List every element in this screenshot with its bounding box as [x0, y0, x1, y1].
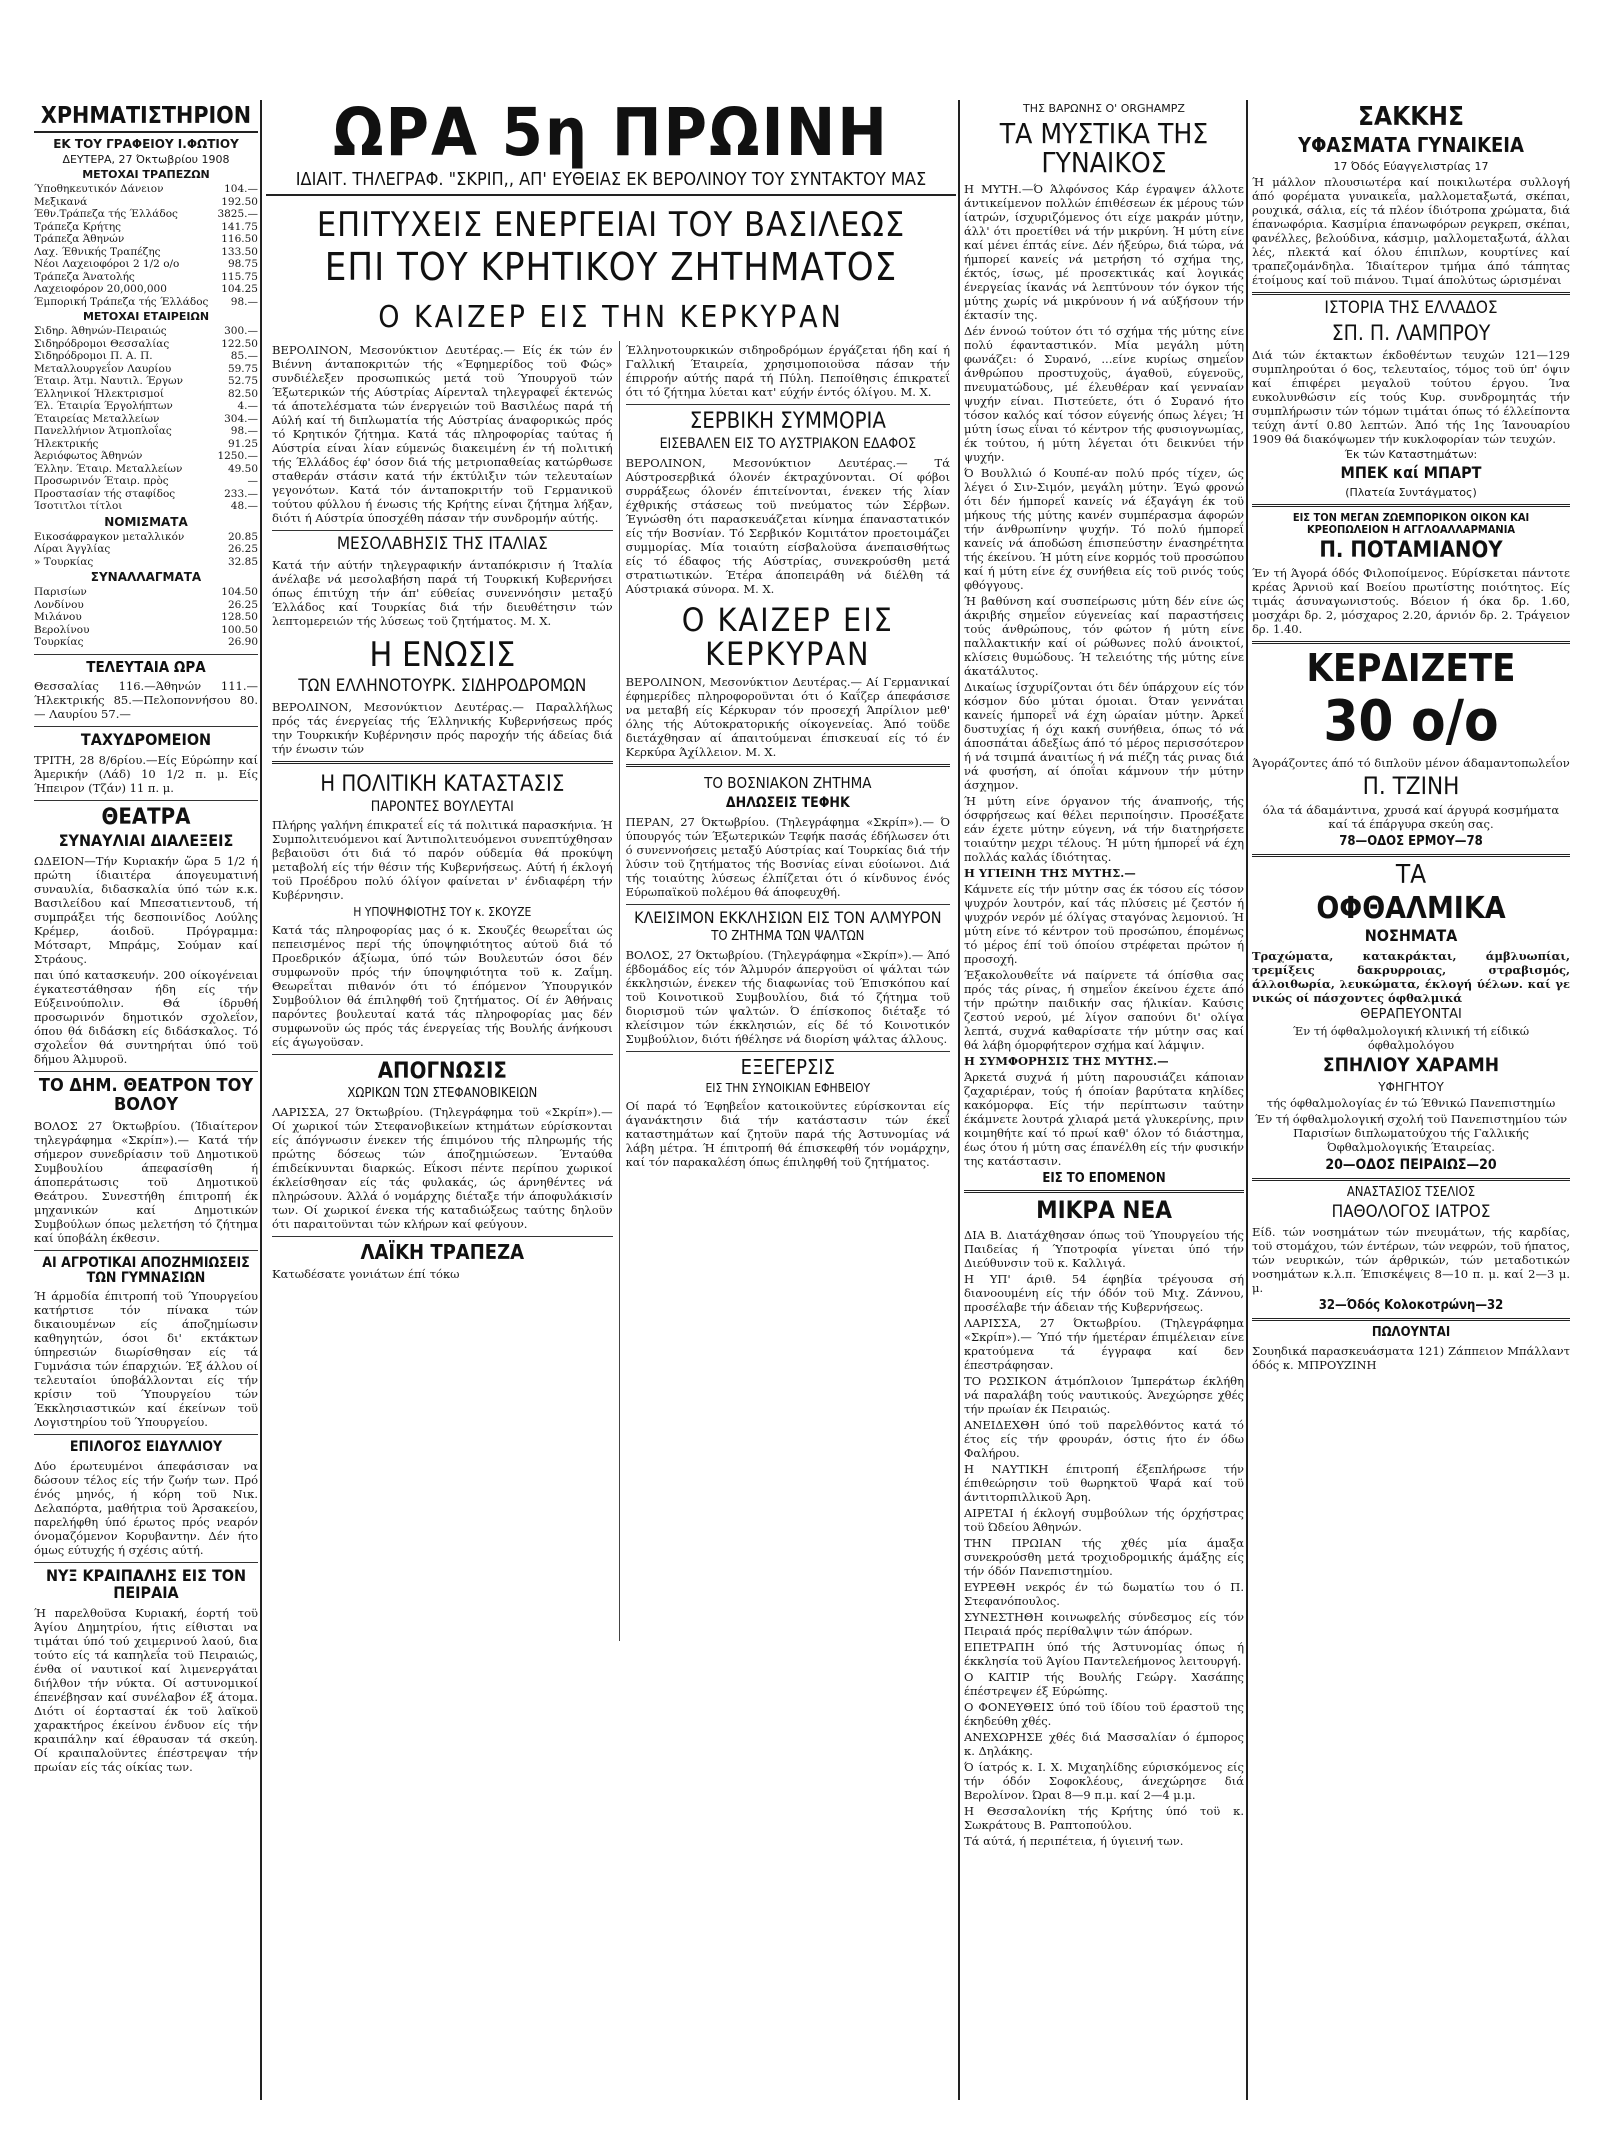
quote-name: Τράπεζα Κρήτης [34, 220, 122, 233]
peoples-bank-title: ΛΑΪΚΗ ΤΡΑΠΕΖΑ [360, 1239, 525, 1264]
feature-text-8: Έξακολουθεΐτε νά παίρνετε τά όπίσθια σας πρός τάς ρίνας, ή σημεΐον έκείνου έχετε άπό τήν πρώτην παιδικήν σας ήλικίαν. Καύσις ζεστού νερού, μέ λίγον σαπούνι δι' ολίγα λεπτά, συχνά καθαρίσατε τήν μύτην σας καί θά λάβη όμορφήτερον σχήμα καί λάμψιν. [964, 967, 1244, 1052]
quote-price: 192.50 [221, 195, 258, 208]
quote-price: 3825.— [217, 208, 258, 221]
quote-name: Βερολίνου [34, 623, 90, 636]
ad-jeweller-text-2: όλα τά άδαμάντινα, χρυσά καί άργυρά κοσμήματα καί τά έπάργυρα σκεύη σας. [1262, 803, 1560, 832]
ad-history-store-place: (Πλατεία Συντάγματος) [1345, 485, 1477, 499]
column-rule [958, 100, 960, 2100]
peoples-bank-text: Κατωδέσατε γονιάτων έπί τόκω [272, 1266, 460, 1281]
quote-price: 91.25 [227, 437, 258, 450]
news-item: ΑΙΡΕΤΑΙ ή έκλογή συμβούλων τής όρχήστρας τοϋ Ώδείου Άθηνών. [964, 1505, 1244, 1534]
despair-text: ΛΑΡΙΣΣΑ, 27 Όκτωβρίου. (Τηλεγράφημα τοϋ «Σκρίπ»).— Οί χωρικοί τών Στεφανοβικείων κτημάτων εύρίσκονται είς άπόγνωσιν ένεκεν τής έπιμόνου τής πληρωμής τής πρώτης δόσεως τών άποζημιώσεων. Ένταύθα έπιδείκνυνται διαρκώς. Εΐκοσι πέντε περίπου χωρικοί έκλείσθησαν είς τάς φυλακάς, ώς άρνηθέντες νά πληρώσουν. Άλλά ό νομάρχης διέταξε τήν άποφυλάκισίν των. Οί χωρικοί ένεκα τής καταδιώξεως ταύτης δηλοϋν ότι παραιτοϋνται τών κλήρων καί φεύγουν. [272, 1104, 613, 1231]
ad-eye-pre: ΤΑ [1395, 859, 1427, 890]
quote-name: Ίσοτιτλοι τίτλοι [34, 500, 123, 513]
coins-list [34, 531, 258, 569]
quote-row [34, 463, 258, 476]
news-item: ΕΠΕΤΡΑΠΗ ύπό τής Άστυνομίας όπως ή έκκλησία τοϋ Άγίου Παντελεήμονος λειτουργή. [964, 1639, 1244, 1668]
news-item: ΣΥΝΕΣΤΗΘΗ κοινωφελής σύνδεσμος είς τόν Πειραιά πρός περίθαλψιν τών άπόρων. [964, 1609, 1244, 1638]
quote-name: Τουρκίας [34, 636, 84, 649]
last-hour-title: ΤΕΛΕΥΤΑΙΑ ΩΡΑ [86, 657, 206, 676]
ad-eye-text-2: Έν τή όφθαλμολογική σχολή τοϋ Πανεπιστημίου τών Παρισίων διπλωματούχου τής Γαλλικής Όφθαλμολογικής Έταιρείας. [1254, 1112, 1568, 1155]
continued-next: ΕΙΣ ΤΟ ΕΠΟΜΕΝΟΝ [1042, 1170, 1166, 1186]
quote-row [34, 488, 258, 501]
quote-name: Έλληνικοί Ήλεκτρισμοί [34, 387, 164, 400]
quote-name: Πανελλήνιον Άτμοπλοΐας [34, 425, 172, 438]
quote-price: 115.75 [221, 270, 258, 283]
ad-doctor-address: 32—Όδός Κολοκοτρώνη—32 [1318, 1298, 1504, 1314]
quote-price: 133.50 [221, 245, 258, 258]
quote-row [34, 413, 258, 426]
news-item: ΔΙΑ Β. Διατάχθησαν όπως τοϋ Ύπουργείου τής Παιδείας ή Ύποτροφία γίνεται ύπό τήν Διεύθυνσιν τοϋ κ. Καλλιγά. [964, 1227, 1244, 1270]
post-office-title: ΤΑΧΥΔΡΟΜΕΙΟΝ [80, 730, 212, 750]
quote-row [34, 221, 258, 234]
church-closure-text: ΒΟΛΟΣ, 27 Όκτωβρίου. (Τηλεγράφημα «Σκρίπ»).— Άπό έβδομάδος είς τόν Άλμυρόν άπεργοϋσι οί ψάλται τών έκκλησιών, ένεκεν τής διαφωνίας τοϋ Έπισκόπου καί τοϋ Κοινοτικοϋ Συμβουλίου, διά τό ζήτημα τοϋ διορισμοϋ τών ψαλτών. Ό έπίσκοπος διέταξε τό κλείσιμον τών έκκλησιών, είς δέ τό Κοινοτικόν Συμβούλιον, διότι ήθέλησε νά διορίση ψάλτας άλλους. [625, 948, 950, 1047]
news-item: Ό ίατρός κ. Ι. Χ. Μιχαηλίδης εύρισκόμενος είς τήν όδόν Σοφοκλέους, άνεχώρησε διά Βερολίνον. Ώραι 8—9 π.μ. καί 2—4 μ.μ. [964, 1759, 1244, 1802]
quote-name: Τράπεζα Άνατολής [34, 270, 135, 283]
uprising-title: ΕΞΕΓΕΡΣΙΣ [740, 1055, 835, 1080]
quote-price: — [247, 475, 258, 488]
news-item: ΛΑΡΙΣΣΑ, 27 Όκτωβρίου. (Τηλεγράφημα «Σκρίπ»).— Ύπό τήν ήμετέραν έπιμέλειαν είνε κρατούμενα τά έγγραφα καί δεν έπεστράφησαν. [964, 1315, 1244, 1372]
feature-text-6: Ή μύτη είνε όργανον τής άναπνοής, τής όσφρήσεως καί θέλει περιποίησιν. Προσέξατε εάν έχετε μύτην εύγενη, νά τήν διατηρήσετε τοιαύτην μεχρι τέλους. Ή μύτη ήμπορεΐ νά έχη πολλάς καλάς ίδιότητας. [964, 793, 1244, 864]
news-item: ΤΟ ΡΩΣΙΚΟΝ άτμόπλοιον Ίμπεράτωρ έκλήθη νά παραλάβη τούς ναυτικούς. Άνεχώρησε χθές τήν πρωίαν έκ Πειραιώς. [964, 1373, 1244, 1416]
skouzes-candidacy-text: Κατά τάς πληροφορίας μας ό κ. Σκουζές θεωρεΐται ώς πεπεισμένος περί τής ύποψηφιότητος αύτοϋ διά τό Προεδρικόν άξίωμα, ύπό τών Βουλευτών όσοι δέν συμφωνοϋν πρός τήν ύποψηφιότητα τοϋ κ. Ζαΐμη. Θεωρεΐται πιθανόν ότι τό έπόμενον Ύπουργικόν Συμβούλιον θά έπιληφθή τοϋ ζητήματος. Οί έν Άθήναις παρόντες βουλευταί κατά τάς πληροφορίας μας δέν συμφωνοϋν ώς πρός τάς ένεργείας τής Βουλής άνήκουσι είς άγωγοϋσαν. [272, 923, 613, 1050]
ad-jeweller-percent: 30 ο/ο [1323, 689, 1499, 755]
quote-price: 26.25 [227, 598, 258, 611]
headline-cretan-question: ΕΠΙ ΤΟΥ ΚΡΗΤΙΚΟΥ ΖΗΤΗΜΑΤΟΣ [324, 244, 898, 289]
serbian-band-title: ΣΕΡΒΙΚΗ ΣΥΜΜΟΡΙΑ [689, 409, 886, 435]
quote-price: 128.50 [221, 611, 258, 624]
ad-jeweller-text: Άγοράζοντες άπό τό διπλοϋν μένον άδαμαντοπωλεΐον [1252, 755, 1570, 770]
quote-name: Έλ. Έταιρία Έργολήπτων [34, 400, 173, 413]
company-shares-list [34, 325, 258, 513]
quote-row [34, 636, 258, 649]
small-news-title: ΜΙΚΡΑ ΝΕΑ [1036, 1196, 1172, 1225]
ad-doctor-title: ΠΑΘΟΛΟΓΟΣ ΙΑΤΡΟΣ [1331, 1201, 1491, 1222]
quote-name: Άεριόφωτος Άθηνών [34, 450, 143, 463]
quote-price: 300.— [224, 325, 258, 338]
column-rule [1246, 100, 1248, 2100]
news-item: ΑΝΕΧΩΡΗΣΕ χθές διά Μασσαλίαν ό έμπορος κ. Δηλάκης. [964, 1729, 1244, 1758]
headline-kaiser-corfu: Ο ΚΑΙΖΕΡ ΕΙΣ ΤΗΝ ΚΕΡΚΥΡΑΝ [378, 299, 844, 335]
ad-butcher-name: Π. ΠΟΤΑΜΙΑΝΟΥ [1319, 538, 1503, 564]
quote-name: Τράπεζα Άθηνών [34, 233, 125, 246]
masthead-subtitle: ΙΔΙΑΙΤ. ΤΗΛΕΓΡΑΦ. "ΣΚΡΙΠ,, ΑΠ' ΕΥΘΕΙΑΣ ΕΚ ΒΕΡΟΛΙΝΟΥ ΤΟΥ ΣΥΝΤΑΚΤΟΥ ΜΑΣ [266, 171, 956, 196]
coins-heading: ΝΟΜΙΣΜΑΤΑ [104, 514, 188, 529]
quote-price: 233.— [224, 487, 258, 500]
ad-butcher-title: ΕΙΣ ΤΟΝ ΜΕΓΑΝ ΖΩΕΜΠΟΡΙΚΟΝ ΟΙΚΟΝ ΚΑΙ ΚΡΕΟΠΩΛΕΙΟΝ Η ΑΓΓΛΟΑΛΛΑΡΜΑΝΙΑ [1292, 510, 1530, 536]
headline-king: ΕΠΙΤΥΧΕΙΣ ΕΝΕΡΓΕΙΑΙ ΤΟΥ ΒΑΣΙΛΕΩΣ [316, 205, 906, 246]
feature-title: ΤΑ ΜΥΣΤΙΚΑ ΤΗΣ ΓΥΝΑΙΚΟΣ [999, 117, 1209, 180]
ad-doctor-text: Είδ. τών νοσημάτων τών πνευμάτων, τής καρδίας, τοϋ στομάχου, τών έντέρων, τών νεφρών, τοϋ ήπατος, τών νευρικών, τών άρθρικών, τών μεταδοτικών νοσημάτων κ.λ.π. Έπισκέψεις 8—10 π. μ. καί 2—3 μ. μ. [1252, 1225, 1570, 1296]
ad-for-sale-title: ΠΩΛΟΥΝΤΑΙ [1371, 1325, 1451, 1341]
ad-for-sale-text: Σουηδικά παρασκευάσματα 121) Ζάππειον Μπάλλαντ όδός κ. ΜΠΡΟΥΖΙΝΗ [1252, 1343, 1570, 1372]
quote-name: Ύποθηκευτικόν Δάνειον [34, 183, 164, 196]
quote-name: Ήλεκτρικής [34, 437, 99, 450]
quote-price: 48.— [230, 500, 258, 513]
quote-row [34, 208, 258, 221]
news-item: Ο ΦΟΝΕΥΘΕΙΣ ύπό τοϋ ίδίου τοϋ έραστοϋ της έκηδεύθη χθές. [964, 1699, 1244, 1728]
column-rule [260, 100, 262, 2100]
quote-row [34, 556, 258, 569]
serbian-band-subtitle: ΕΙΣΕΒΑΛΕΝ ΕΙΣ ΤΟ ΑΥΣΤΡΙΑΚΟΝ ΕΔΑΦΟΣ [659, 436, 917, 453]
uprising-subtitle: ΕΙΣ ΤΗΝ ΣΥΝΟΙΚΙΑΝ ΕΦΗΒΕΙΟΥ [705, 1081, 871, 1096]
quote-name: Παρισίων [34, 586, 87, 599]
ad-history-author: ΣΠ. Π. ΛΑΜΠΡΟΥ [1331, 321, 1491, 346]
ad-eye-text: Τραχώματα, κατακράκται, άμβλυωπίαι, τρεμίξεις δακρυρροιας, στραβισμός, άλλοιθωρία, λευκώματα, έκλογή ύέλων. καί γε νικώς οί πάσχοντες όφθαλμικά [1252, 949, 1570, 1006]
ad-history-title: ΙΣΤΟΡΙΑ ΤΗΣ ΕΛΛΑΔΟΣ [1324, 298, 1498, 319]
quote-price: 85.— [230, 350, 258, 363]
skouzes-candidacy-title: Η ΥΠΟΨΗΦΙΟΤΗΣ ΤΟΥ κ. ΣΚΟΥΖΕ [353, 905, 532, 920]
volos-theatre-text: ΒΟΛΟΣ 27 Όκτωβρίου. (Ίδιαίτερον τηλεγράφημα «Σκρίπ»).— Κατά τήν σήμερον συνεδρίασιν τοϋ Δημοτικοϋ Συμβουλίου άπεφασίσθη ή άποπεράτωσις τοϋ Δημοτικοϋ Θεάτρου. Συνεστήθη έπιτροπή έκ μηχανικών καί Δημοτικών Συμβούλων όπως μελετήση τό ζήτημα καί ύποβάλη έκθεσιν. [34, 1118, 258, 1245]
piraeus-night-text: Ή παρελθοϋσα Κυριακή, έορτή τοϋ Άγίου Δημητρίου, ήτις είθισται να τιμάται ύπό τού χειμερινού λαού, δια τούτο είς τά καπηλεΐα τοϋ Πειραιώς, ένθα οί ναυτικοί καί λιμενεργάται διήλθον τήν νύκτα. Οί αστυνομικοί έπενέβησαν καί συνέλαβον έξ άτομα. Διότι οί έορτασταί έκ τοϋ λαϊκοϋ χαρακτήρος έκείνου ένδυον είς τήν κραιπάλην καί έθραυσαν τά σκεύη. Οί κραιπαλοϋντες έπέστρεψαν τήν πρωίαν είς τάς οίκίας των. [34, 1605, 258, 1774]
quote-row [34, 183, 258, 196]
quote-name: Σιδηρόδρομοι Π. Α. Π. [34, 350, 153, 363]
quote-row [34, 375, 258, 388]
quote-price: 304.— [224, 412, 258, 425]
quote-name: Λαχειοφόρον 20,000,000 [34, 283, 167, 296]
quote-price: 26.90 [227, 636, 258, 649]
quote-price: 116.50 [221, 233, 258, 246]
idyll-epilogue-text: Δύο έρωτευμένοι άπεφάσισαν να δώσουν τέλος είς τήν ζωήν των. Πρό ένός μηνός, ή κόρη τοϋ Νικ. Δελαπόρτα, μαθήτρια τοϋ Άρσακείου, παρελήφθη ύπό έρωτος πρός νεαρόν όνομαζόμενον Κορυβαντην. Δέν ήτο όμως εύτυχής ή σχέσις αύτή. [34, 1458, 258, 1557]
agricultural-text: Ή άρμοδία έπιτροπή τοϋ Ύπουργείου κατήρτισε τόν πίνακα τών δικαιουμένων είς άποζημίωσιν καθηγητών, όσοι δι' εκτάκτων ύπηρεσιών διωρίσθησαν είς τά Γυμνάσια τών έπαρχιών. Έξ άλλου οί τελευταίοι ύποβάλλονται είς τήν κρίσιν τοϋ Ύπουργείου τών Έκκλησιαστικών καί έκείνων τοϋ Λογιστηρίου τοϋ Ύπουργείου. [34, 1289, 258, 1430]
italy-mediation-text: Κατά τήν αύτήν τηλεγραφικήν άνταπόκρισιν ή Ίταλία άνέλαβε νά μεσολαβήση παρά τή Τουρκική Κυβερνήσει όπως έπιτύχη τήν άπ' εύθείας συνεννόησιν μεταξύ Έλλάδος καί Τουρκίας διά τήν διευθέτησιν τών λεπτομερειών τής λύσεως τοϋ ζητήματος. Μ. Χ. [272, 558, 613, 629]
quote-row [34, 500, 258, 513]
kaiser-corfu-text: ΒΕΡΟΛΙΝΟΝ, Μεσονύκτιον Δευτέρας.— Αί Γερμανικαί έφημερίδες πληροφοροϋνται ότι ό Καΐζερ άπεφάσισε να μεταβή είς Κέρκυραν τόν προσεχή Άπρίλιον μεθ' όλης τής Αύτοκρατορικής οίκογενείας. Άπό τοϋδε διετάχθησαν αί άπαιτούμεναι έπισκευαί είς τό έν Κερκύρα Άχίλλειον. Μ. Χ. [625, 675, 950, 760]
nose-hygiene-subtitle: Η ΥΓΙΕΙΝΗ ΤΗΣ ΜΥΤΗΣ.— [964, 865, 1136, 880]
quote-price: 141.75 [221, 220, 258, 233]
feature-text-7: Κάμνετε είς τήν μύτην σας έκ τόσου είς τόσον ψυχρόν λουτρόν, καί τάς πλύσεις μέ ζεστόν ή ψυχρόν νερόν μέ όλίγας σταγόνας λεμονιού. Ή μύτη είνε τό κέντρον τοϋ προσώπου, έπομένως τό μέρος έπί τοϋ όποίου στρέφεται πρώτον ή προσοχή. [964, 881, 1244, 966]
feature-text-4: Ή βαθύνση καί συσπείρωσις μύτη δέν είνε ώς άκριβής σημεΐον εύγενείας καί παραστήσεις τούς άνθρώπους, τόν φώτον ή μύτη είνε παλλακτικήν καί οί ρώθωνες πολύ άνοικτοί, κλίσεις θυμώδους. Ή τελειότης τής μύτης είνε άκατάλυτος. [964, 593, 1244, 678]
quote-row [34, 271, 258, 284]
quote-name: Λαχ. Έθνικής Τραπέζης [34, 245, 161, 258]
quote-name: Έθν.Τράπεζα τής Έλλάδος [34, 208, 178, 221]
quote-name: Έμπορική Τράπεζα τής Έλλάδος [34, 295, 209, 308]
church-closure-title: ΚΛΕΙΣΙΜΟΝ ΕΚΚΛΗΣΙΩΝ ΕΙΣ ΤΟΝ ΑΛΜΥΡΟΝ [634, 907, 942, 927]
union-text: ΒΕΡΟΛΙΝΟΝ, Μεσονύκτιον Δευτέρας.— Παραλλήλως πρός τάς ένεργείας τής Έλληνικής Κυβερνήσεως πρός την Τουρκικήν Κυβέρνησιν πρός παροχήν τής άδείας διά τήν ένωσιν τών [272, 699, 613, 756]
news-item: Η Θεσσαλονίκη τής Κρήτης ύπό τοϋ κ. Σωκράτους Β. Ραπτοπούλου. [964, 1803, 1244, 1832]
quote-price: 59.75 [227, 362, 258, 375]
quote-price: 32.85 [227, 555, 258, 568]
bosnian-question-title: ΤΟ ΒΟΣΝΙΑΚΟΝ ΖΗΤΗΜΑ [704, 774, 872, 793]
stock-date: ΔΕΥΤΕΡΑ, 27 Όκτωβρίου 1908 [62, 153, 230, 167]
quote-name: Έταιρ. Άτμ. Ναυτιλ. Έργων [34, 375, 183, 388]
ad-jeweller-name: Π. ΤΖΙΝΗ [1362, 771, 1460, 800]
quote-row [34, 531, 258, 544]
masthead: ΩΡΑ 5η ΠΡΩΙΝΗ [333, 100, 889, 171]
theatres-text: ΩΔΕΙΟΝ—Τήν Κυριακήν ὥρα 5 1/2 ή πρώτη ίδιαιτέρα άπογευματινή συναυλία, διδασκαλία ύπό τών κ.κ. Βασιλείδου καί Μπεσατιεντουδ, τή συμπράξει τής δεσποινίδος Λούλης Κρέμερ, άοιδοϋ. Πρόγραμμα: Μότσαρτ, Μπράμς, Σούμαν καί Στράους. [34, 854, 258, 967]
ad-sakkis-title: ΣΑΚΚΗΣ [1358, 102, 1464, 132]
quote-price: 122.50 [221, 337, 258, 350]
quote-row [34, 338, 258, 351]
quote-price: 100.50 [221, 623, 258, 636]
feature-text-5: Δικαίως ίσχυρίζονται ότι δέν ύπάρχουν είς τόν κόσμον δύο μύται όμοιαι. Όταν γεννάται κανείς ήμπορεΐ νά έχη ώραίαν μύτην. Άρκεΐ δυστυχίας ή όχι κακή συνήθεια, όπως τό νά άποσπάται άδεξίως άπό τό μέρος περισσότερον ή νά τσιμπά άναιτίως ή νά πιέζη τάς ρινας διά νά φυσήση, αί όποΐαι κάμνουν τήν μύτην άσχημον. [964, 679, 1244, 792]
quote-row [34, 233, 258, 246]
quote-row [34, 599, 258, 612]
quote-name: Νέοι Λαχειοφόροι 2 1/2 ο/ο [34, 258, 180, 271]
despair-subtitle: ΧΩΡΙΚΩΝ ΤΩΝ ΣΤΕΦΑΝΟΒΙΚΕΙΩΝ [347, 1086, 538, 1102]
agricultural-title: ΑΙ ΑΓΡΟΤΙΚΑΙ ΑΠΟΖΗΜΙΩΣΕΙΣ ΤΩΝ ΓΥΜΝΑΣΙΩΝ [42, 1254, 250, 1286]
quote-price: 104.50 [221, 586, 258, 599]
quote-name: Εικοσάφραγκον μεταλλικόν [34, 530, 185, 543]
political-situation-subtitle: ΠΑΡΟΝΤΕΣ ΒΟΥΛΕΥΤΑΙ [370, 798, 514, 815]
feature-byline: ΤΗΣ ΒΑΡΩΝΗΣ Ο' ORGHAMPZ [1023, 102, 1185, 115]
quote-name: Λονδίνου [34, 598, 84, 611]
volos-theatre-title: ΤΟ ΔΗΜ. ΘΕΑΤΡΟΝ ΤΟΥ ΒΟΛΟΥ [38, 1075, 254, 1115]
quote-name: Έταιρείας Μεταλλείων [34, 412, 160, 425]
column-main-news [266, 100, 956, 2100]
quote-name: Έλλην. Έταιρ. Μεταλλείων [34, 462, 183, 475]
lead-story-text: ΒΕΡΟΛΙΝΟΝ, Μεσονύκτιον Δευτέρας.— Είς έκ τών έν Βιέννη άνταποκριτών τής «Έφημερίδος τοϋ Φώς» συνδιέλεξεν προσωπικώς μετά τοϋ Ύπουργοϋ τών Έξωτερικών τής Αύστρίας Αίρενταλ τηλεγραφεΐ έκτενώς τά άποτελέσματα τών ένεργειών τοϋ Βασιλέως παρά τή Αύλή καί τή διπλωματία τής Αύστρίας άναφορικώς πρός τό Κρητικόν ζήτημα. Κατά τάς πληροφορίας ταύτας ή Αύστρία είναι λίαν εύμενώς διακειμένη έν τή πολιτική τής Έλλάδος έφ' όσον διά τής μετριοπαθείας κατώρθωσε σταθεράν στάσιν κατά τήν έκτύλιξιν τών τελευταίων γεγονότων. Κατά τόν άνταποκριτήν τοϋ Γερμανικοϋ τούτου φύλλου ή ένωσις τής Κρήτης είναι ζήτημα λήξαν, διότι ή Αύστρία ύποσχέθη πάσαν τήν συνδρομήν αύτής. [272, 343, 613, 526]
news-item: Ο ΚΑΙΤΙΡ τής Βουλής Γεώργ. Χασάπης έπέστρεψεν έξ Εύρώπης. [964, 1669, 1244, 1698]
italy-mediation-title: ΜΕΣΟΛΑΒΗΣΙΣ ΤΗΣ ΙΤΑΛΙΑΣ [336, 534, 548, 555]
quote-row [34, 438, 258, 451]
bank-shares-list [34, 183, 258, 308]
ad-eye-treated: ΘΕΡΑΠΕΥΟΝΤΑΙ [1360, 1007, 1462, 1023]
quote-row [34, 363, 258, 376]
last-hour-text: Θεσσαλίας 116.—Άθηνών 111.— Ήλεκτρικής 85.—Πελοποννήσου 80.— Λαυρίου 57.— [34, 679, 258, 722]
quote-name: Μεξικανά [34, 195, 88, 208]
ad-doctor-name: ΑΝΑΣΤΑΣΙΟΣ ΤΣΕΛΙΟΣ [1346, 1184, 1476, 1200]
column-feature [964, 100, 1244, 2100]
ad-history-text: Διά τών έκτακτων έκδοθέντων τευχών 121—129 συμπληρούται ό 6ος, τελευταίος, τόμος τοϋ ύπ' όψιν καί έπιφέρει μεγαλοϋ τούτου έργου. Ίνα ευκολυνθώσιν είς τούς Κυρ. συνδρομητάς τήν συμπλήρωσιν τών τόμων τιμάται όπως τό έλλείποντα τεύχη άντί 0.80 λεπτών. Άπό τής 1ης Ίανουαρίου 1909 θά διακόψωμεν τήν κυκλοφορίαν τών τευχών. [1252, 348, 1570, 447]
quote-price: 98.— [230, 425, 258, 438]
uprising-text: Οί παρά τό Έφηβεΐον κατοικοϋντες εύρίσκονται είς άγανάκτησιν διά τήν κατάστασιν τών έκεΐ καταστημάτων καί ζητοϋν παρά τής Άστυνομίας νά λάβη μέτρα. Ή έπιτροπή θά έπισκεφθή τόν νομάρχην, καί τόν παρακαλέση όπως έπιληφθή τοϋ ζητήματος. [625, 1098, 950, 1169]
post-office-text: ΤΡΙΤΗ, 28 8/6ρίου.—Είς Εύρώπην καί Άμερικήν (Λάδ) 10 1/2 π. μ. Είς Ήπειρον (Τζάν) 11 π. μ. [34, 753, 258, 796]
bank-shares-heading: ΜΕΤΟΧΑΙ ΤΡΑΠΕΖΩΝ [82, 168, 210, 182]
union-title: Η ΕΝΩΣΙΣ [369, 635, 516, 676]
quote-name: » Τουρκίας [34, 555, 94, 568]
feature-text-2: Δέν έννοώ τούτον ότι τό σχήμα τής μύτης είνε πολύ έφανταστικόν. Μία μεγάλη μύτη φωνάζει: ό Συρανό, ...είνε κυρίως σημεΐον άνθρώπου προστυχοϋς, άγαθοϋ, εύγενοϋς, πνευματώδους, μέ έλευθέραν καί γενναίαν ψυχήν είναι. Πιστεύετε, ότι ό Συρανό ήτο τόσον καλός καί τόσον εύγενής όπως λέγει; Ή μύτη ίσως εΐναι τό κέντρον τής φυσιογνωμίας, έκ τούτου, ή μύτη λέγεται ότι δεικνύει τήν ψυχήν. [964, 323, 1244, 464]
political-situation-title: Η ΠΟΛΙΤΙΚΗ ΚΑΤΑΣΤΑΣΙΣ [320, 771, 565, 797]
exchange-list [34, 586, 258, 649]
ad-sakkis-subtitle: ΥΦΑΣΜΑΤΑ ΓΥΝΑΙΚΕΙΑ [1298, 133, 1524, 158]
quote-row [34, 543, 258, 556]
bosnian-question-text: ΠΕΡΑΝ, 27 Όκτωβρίου. (Τηλεγράφημα «Σκρίπ»).— Ό ύπουργός τών Έξωτερικών Τεφήκ πασάς έδήλωσεν ότι ό συνεννοήσεις μεταξύ Αύστρίας καί Τουρκίας διά τήν λύσιν τοϋ ζητήματος τής Βοσνίας είναι εύοίωνοι. Διά τής τοιαύτης λύσεως έλπίζεται ότι ό κίνδυνος ένός Εύρωπαϊκοϋ πολέμου θά άποφευχθή. [625, 814, 950, 899]
column-stock-exchange [34, 100, 258, 2100]
ad-history-stores-label: Έκ τών Καταστημάτων: [1344, 448, 1478, 462]
quote-name: Προστασίαν τής σταφίδος [34, 487, 176, 500]
bosnian-question-subtitle: ΔΗΛΩΣΕΙΣ ΤΕΦΗΚ [725, 794, 850, 811]
quote-price: 104.— [224, 183, 258, 196]
ad-eye-subtitle: ΝΟΣΗΜΑΤΑ [1364, 926, 1458, 946]
news-item: Η ΝΑΥΤΙΚΗ έπιτροπή έξεπλήρωσε τήν έπιθεώρησιν τοϋ θωρηκτοϋ Ψαρά καί τοϋ άντιτορπιλλικοϋ Άρη. [964, 1461, 1244, 1504]
idyll-epilogue-title: ΕΠΙΛΟΓΟΣ ΕΙΔΥΛΛΙΟΥ [69, 1439, 223, 1456]
serbian-band-text: ΒΕΡΟΛΙΝΟΝ, Μεσονύκτιον Δευτέρας.— Τά Αύστροσερβικά όλονέν έκτραχύνονται. Οί φόβοι συρράξεως όλονέν έπιτείνονται, ένεκεν τής λίαν έχθρικής στάσεως τοϋ πνεύματος τών Σέρβων. Έγνώσθη ότι παρασκευάζεται κίνημα έπαναστατικόν είς τήν Βοσνίαν. Τό Σερβικόν Κομιτάτον προετοιμάζει συμμορίας. Μία τοιαύτη είσβαλοϋσα άνεπαισθήτως είς τό έδαφος τής Αύστρίας, συνεκρούσθη μετά στρατιωτικών. Έτέρα άποπειράθη νά διέλθη τά Αύστριακά σύνορα. Μ. Χ. [625, 456, 950, 597]
church-closure-subtitle: ΤΟ ΖΗΤΗΜΑ ΤΩΝ ΨΑΛΤΩΝ [711, 929, 865, 945]
piraeus-night-title: ΝΥΞ ΚΡΑΙΠΑΛΗΣ ΕΙΣ ΤΟΝ ΠΕΙΡΑΙΑ [45, 1565, 247, 1602]
quote-row [34, 475, 258, 488]
news-item: ΑΝΕΙΔΕΧΘΗ ύπό τοϋ παρελθόντος κατά τό έτος είς τήν φρουράν, όστις ήτο έν όδω Φαλήρου. [964, 1417, 1244, 1460]
ad-sakkis-text: Ή μάλλον πλουσιωτέρα καί ποικιλωτέρα συλλογή άπό φορέματα γυναικεΐα, μαλλομεταξωτά, σκέπαι, ρουχικά, σάλια, είς τά πλέον ίδιότροπα χρώματα, διά έπανωφόρια. Κασμίρια έπανωφόρων ρεγκρεπ, σκέπαι, φανέλλες, βελούδινα, κάσμιρ, μαλλομεταξωτά, άλλαι λές, πλεκτά καί όλου έπιπλων, κουρτίνες καί τραπεζομάνδηλα. Ίδιαίτερον τμήμα άπό τάπητας έτοίμους καί τοϋ πιάνου. Τιμαί άπολύτως ώρισμέναι [1252, 175, 1570, 288]
despair-title: ΑΠΟΓΝΩΣΙΣ [377, 1059, 507, 1085]
ad-history-store-name: ΜΠΕΚ καί ΜΠΑΡΤ [1340, 463, 1482, 483]
ad-eye-address: 20—ΟΔΟΣ ΠΕΙΡΑΙΩΣ—20 [1325, 1157, 1497, 1174]
feature-text-3: Ό Βουλλιώ ό Κουπέ-αν πολύ πρός τίχεν, ώς λέγει ό Σιν-Σιμόν, μεγάλη μύτην. Έγώ φρονώ ότι δέν ήμπορεΐ κανείς νά έξαγάγη έκ τοϋ μήκους τής μύτης κανέν συμπέρασμα άφορών τήν άνθρωπίνην ψυχήν. Τό πολύ ήμπορεΐ κανείς νά άποδώση έπισπεύστην ένασηρέτητα τής έκείνου. Ή μύτη είνε κορμός τοϋ προσώπου καί ή μύτη είνε έχ συνήθεια είς τοϋ ρινός τούς φθόγγους. [964, 465, 1244, 592]
ad-eye-role-2: τής όφθαλμολογίας έν τώ Έθνικώ Πανεπιστημίω [1266, 1096, 1556, 1111]
nose-congestion-subtitle: Η ΣΥΜΦΟΡΗΣΙΣ ΤΗΣ ΜΥΤΗΣ.— [964, 1053, 1169, 1068]
news-item: ΕΥΡΕΘΗ νεκρός έν τώ δωματίω του ό Π. Στεφανόπουλος. [964, 1579, 1244, 1608]
theatres-text-2: παι ύπό κατασκευήν. 200 οίκογένειαι έγκατεστάθησαν ήδη είς τήν Εύξεινούπολιν. Θά ίδρυθή προσωρινόν δημοτικόν σχολεΐον, όπου θά διδάσκη είς διδάσκαλος. Τό σχολεΐον θά συντηρήται ύπό τοϋ δήμου Άλμυροϋ. [34, 968, 258, 1067]
newspaper-page [34, 100, 1570, 2100]
union-subtitle: ΤΩΝ ΕΛΛΗΝΟΤΟΥΡΚ. ΣΙΔΗΡΟΔΡΟΜΩΝ [298, 675, 587, 696]
kaiser-corfu-title: Ο ΚΑΙΖΕΡ ΕΙΣ ΚΕΡΚΥΡΑΝ [681, 601, 894, 673]
quote-row [34, 388, 258, 401]
quote-name: Μιλάνου [34, 611, 82, 624]
feature-text-9: Άρκετά συχνά ή μύτη παρουσιάζει κάποιαν ζαχαριέραν, τούς ή όποίαν βαρύτατα κηλίδες κακόμορφα. Είς τήν περίπτωσιν ταύτην έκάμνετε λουτρά χλιαρά μετά γλυκερίνης, πριν κοιμηθήτε καί τό πρωί καθ' όλον τό διάστημα, έως ότου ή μύτη σας έπανέλθη είς τήν φυσικήν της κατάστασιν. [964, 1069, 1244, 1168]
quote-row [34, 586, 258, 599]
quote-row [34, 283, 258, 296]
quote-price: 20.85 [227, 530, 258, 543]
railway-story-text: Έλληνοτουρκικών σιδηροδρόμων έργάζεται ήδη καί ή Γαλλική Έταιρεία, χρησιμοποιοϋσα πάσαν τήν έπιρροήν αύτής παρά τή Πύλη. Πεποίθησις έπικρατεΐ ότι τό ζήτημα λύεται κατ' εύχήν έντός όλίγου. Μ. Χ. [625, 343, 950, 400]
quote-row [34, 258, 258, 271]
quote-row [34, 296, 258, 309]
quote-price: 26.25 [227, 543, 258, 556]
quote-row [34, 425, 258, 438]
ad-butcher-text: Έν τή Άγορά όδός Φιλοποίμενος. Εύρίσκεται πάντοτε κρέας Άρνιοϋ καί Βοείου πρωτίστης ποιότητος. Είς τιμάς άσυναγωνιστούς. Βόειον ή όκα δρ. 1.60, μοσχάρι δρ. 2, μόσχαρος 2.20, άρνιόν δρ. 2. Τράγειον δρ. 1.40. [1252, 566, 1570, 637]
quote-row [34, 196, 258, 209]
theatres-subtitle: ΣΥΝΑΥΛΙΑΙ ΔΙΑΛΕΞΕΙΣ [58, 831, 234, 851]
ad-jeweller-title: ΚΕΡΔΙΖΕΤΕ [1306, 646, 1516, 691]
feature-text-1: Η ΜΥΤΗ.—Ό Άλφόνσος Κάρ έγραψεν άλλοτε άντικείμενον πολλών έπιθέσεων έκ μέρους τών ίατρών, ίσχυριζόμενος ότι είχε μακράν μύτην, άλλ' ότι προετίθει νά τήν μικρύνη. Ή μύτη είνε καί μένει έπτάς είνε. Δέν ήξεύρω, διά τώρα, νά ήμπορεί κανείς νά μετρήση τό σχήμα της, έκτός, ίσως, μέ προσεκτικάς καί λογικάς ένεργείας ίκανάς νά λεπτύνουν τόν όγκον τής μύτης χωρίς νά μικρύνουν ή νά αύξήσουν τήν έκτασίν της. [964, 181, 1244, 322]
quote-row [34, 325, 258, 338]
stock-exchange-title: ΧΡΗΜΑΤΙΣΤΗΡΙΟΝ [34, 104, 258, 133]
quote-name: Μεταλλουργεΐον Λαυρίου [34, 362, 172, 375]
quote-row [34, 400, 258, 413]
ad-eye-role: ΥΦΗΓΗΤΟΥ [1378, 1080, 1444, 1095]
quote-name: Προσωρινόν Έταιρ. πρὸς [34, 475, 169, 488]
company-shares-heading: ΜΕΤΟΧΑΙ ΕΤΑΙΡΕΙΩΝ [82, 310, 210, 324]
quote-name: Σιδηρ. Άθηνών-Πειραιώς [34, 325, 167, 338]
news-item: Τά αύτά, ή περιπέτεια, ή ύγιεινή των. [964, 1833, 1184, 1848]
ad-eye-title: ΟΦΘΑΛΜΙΚΑ [1316, 890, 1506, 926]
stock-source: ΕΚ ΤΟΥ ΓΡΑΦΕΙΟΥ Ι.ΦΩΤΙΟΥ [53, 137, 239, 152]
quote-row [34, 624, 258, 637]
ad-eye-doctor: ΣΠΗΛΙΟΥ ΧΑΡΑΜΗ [1322, 1054, 1500, 1077]
quote-row [34, 611, 258, 624]
news-item: ΤΗΝ ΠΡΩΙΑΝ τής χθές μία άμαξα συνεκρούσθη μετά τροχιοδρομικής άμάξης είς τήν όδόν Πανεπιστημίου. [964, 1535, 1244, 1578]
quote-price: 1250.— [217, 450, 258, 463]
column-advertisements [1252, 100, 1570, 2100]
news-item: Η ΥΠ' άριθ. 54 έφηβία τρέγουσα σή διανοουμένη είς τήν όδόν τοϋ Μιχ. Ζάννου, προσέλαβε τήν άδειαν τής Κυβερνήσεως. [964, 1271, 1244, 1314]
quote-price: 98.— [230, 295, 258, 308]
theatres-title: ΘΕΑΤΡΑ [101, 805, 191, 831]
quote-name: Σιδηρόδρομοι Θεσσαλίας [34, 337, 170, 350]
quote-price: 52.75 [227, 375, 258, 388]
quote-price: 82.50 [227, 387, 258, 400]
quote-row [34, 246, 258, 259]
quote-price: 49.50 [227, 462, 258, 475]
ad-eye-where: Έν τή όφθαλμολογική κλινική τή είδικώ όφθαλμολόγου [1292, 1024, 1530, 1053]
ad-jeweller-address: 78—ΟΔΟΣ ΕΡΜΟΥ—78 [1339, 834, 1483, 850]
quote-price: 98.75 [227, 258, 258, 271]
quote-row [34, 450, 258, 463]
quote-row [34, 350, 258, 363]
quote-price: 4.— [237, 400, 258, 413]
ad-sakkis-address: 17 Όδός Εύαγγελιστρίας 17 [1333, 160, 1489, 174]
exchange-heading: ΣΥΝΑΛΛΑΓΜΑΤΑ [90, 570, 202, 585]
quote-name: Λίραι Άγγλίας [34, 543, 111, 556]
quote-price: 104.25 [221, 283, 258, 296]
political-situation-text: Πλήρης γαλήνη έπικρατεΐ είς τά πολιτικά παρασκήνια. Ή Συμπολιτευόμενοι καί Άντιπολιτευόμενοι συνεπτύχθησαν βεβαιοϋσι ότι διά τό παρόν ούδεμία θά προκύψη μεταβολή είς τήν θέσιν τής Κυβερνήσεως. Αύτή ή έκλογή τοϋ Προέδρου πολύ όλίγον φαίνεται ν' ένδιαφέρη τήν Κυβέρνησιν. [272, 818, 613, 903]
